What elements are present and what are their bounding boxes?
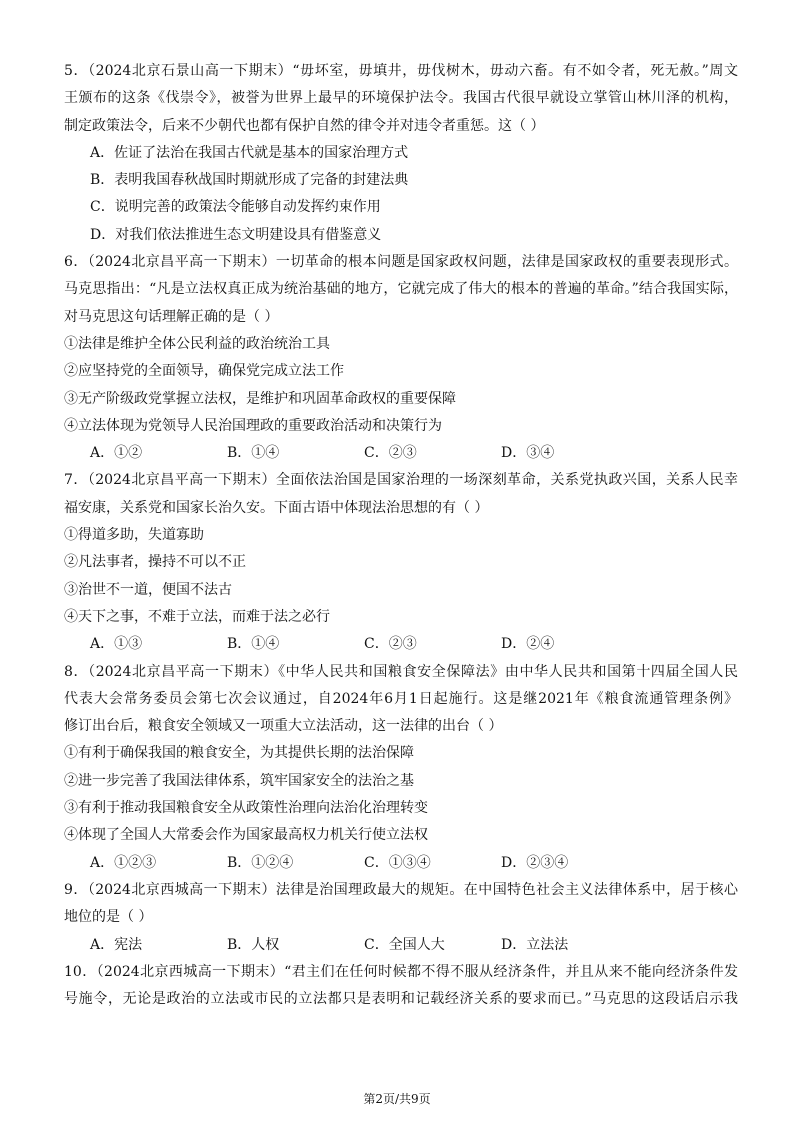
question-6-choice-a: A．①② [90,445,143,462]
question-8-choice-b: B．①②④ [227,854,294,871]
page-footer: 第2页/共9页 [363,1092,431,1106]
question-6-line-2: 马克思指出：“凡是立法权真正成为统治基础的地方，它就完成了伟大的根本的普遍的革命。”结合我国实际， [64,281,738,298]
question-5-line-3: 制定政策法令，后来不少朝代也都有保护自然的律令并对违令者重惩。这（ ） [64,117,545,134]
question-6-line-1: 6．（2024北京昌平高一下期末）一切革命的根本问题是国家政权问题，法律是国家政权的重要表现形式。 [64,254,738,271]
question-9-choice-d: D．立法法 [501,936,569,953]
question-5-line-1: 5．（2024北京石景山高一下期末）“毋坏室，毋填井，毋伐树木，毋动六畜。有不如令者，死无赦。”周文 [64,63,738,79]
question-8-statement-1: ①有利于确保我国的粮食安全，为其提供长期的法治保障 [64,745,414,762]
question-5-option-b: B．表明我国春秋战国时期就形成了完备的封建法典 [90,172,409,189]
page-content [64,58,738,1013]
question-9-choice-b: B．人权 [227,936,280,953]
question-5 [64,58,738,249]
question-7-choice-d: D．②④ [501,636,555,653]
question-6-statement-4: ④立法体现为党领导人民治国理政的重要政治活动和决策行为 [64,417,442,434]
question-7-choices [64,631,738,658]
question-8-statement-4: ④体现了全国人大常委会作为国家最高权力机关行使立法权 [64,827,428,844]
question-7-choice-c: C．②③ [364,636,417,653]
question-5-option-a: A．佐证了法治在我国古代就是基本的国家治理方式 [90,144,409,161]
question-5-option-d: D．对我们依法推进生态文明建设具有借鉴意义 [90,226,382,243]
question-8-choice-a: A．①②③ [90,854,157,871]
question-7-statement-2: ②凡法事者，操持不可以不正 [64,554,246,571]
question-5-line-2: 王颁布的这条《伐崇令》，被誉为世界上最早的环境保护法令。我国古代很早就设立掌管山林川泽的机构， [64,90,738,107]
question-6-choices [64,440,738,467]
question-9-line-2: 地位的是（ ） [64,909,153,926]
question-7-line-2: 福安康，关系党和国家长治久安。下面古语中体现法治思想的有（ ） [64,499,489,516]
question-9-choices [64,932,738,959]
question-9-line-1: 9．（2024北京西城高一下期末）法律是治国理政最大的规矩。在中国特色社会主义法律体系中，居于核心 [64,881,738,898]
question-6-choice-c: C．②③ [364,445,417,462]
question-7-line-1: 7．（2024北京昌平高一下期末）全面依法治国是国家治理的一场深刻革命，关系党执政兴国，关系人民幸 [64,472,738,489]
question-7-choice-b: B．①④ [227,636,280,653]
question-8-choice-d: D．②③④ [501,854,569,871]
question-8 [64,659,738,877]
question-10-line-1: 10．（2024北京西城高一下期末）“君主们在任何时候都不得不服从经济条件，并且从来不能向经济条件发 [64,963,738,980]
question-8-statement-2: ②进一步完善了我国法律体系，筑牢国家安全的法治之基 [64,772,414,789]
question-6-statement-1: ①法律是维护全体公民利益的政治统治工具 [64,335,330,352]
question-6-statement-3: ③无产阶级政党掌握立法权，是维护和巩固革命政权的重要保障 [64,390,456,407]
question-7-choice-a: A．①③ [90,636,143,653]
question-7-statement-4: ④天下之事，不难于立法，而难于法之必行 [64,608,330,625]
question-10-line-2: 号施令，无论是政治的立法或市民的立法都只是表明和记载经济关系的要求而已。”马克思的这段话启示我 [64,991,738,1008]
question-8-choices [64,850,738,877]
question-8-statement-3: ③有利于推动我国粮食安全从政策性治理向法治化治理转变 [64,800,428,817]
question-6-choice-b: B．①④ [227,445,280,462]
question-8-line-3: 修订出台后，粮食安全领域又一项重大立法活动，这一法律的出台（ ） [64,718,503,735]
question-6-choice-d: D．③④ [501,445,555,462]
question-8-choice-c: C．①③④ [364,854,431,871]
question-8-line-1: 8．（2024北京昌平高一下期末）《中华人民共和国粮食安全保障法》由中华人民共和国第十四届全国人民 [64,663,738,680]
question-9-choice-c: C．全国人大 [364,936,445,953]
question-10 [64,959,738,1014]
question-9-choice-a: A．宪法 [90,936,143,953]
question-6 [64,249,738,467]
question-7-statement-3: ③治世不一道，便国不法古 [64,581,232,598]
question-8-line-2: 代表大会常务委员会第七次会议通过，自2024年6月1日起施行。这是继2021年《粮食流通管理条例》 [64,690,738,707]
question-7 [64,467,738,658]
question-6-line-3: 对马克思这句话理解正确的是（ ） [64,308,279,325]
question-7-statement-1: ①得道多助，失道寡助 [64,527,204,544]
question-5-option-c: C．说明完善的政策法令能够自动发挥约束作用 [90,199,381,216]
question-9 [64,877,738,959]
question-6-statement-2: ②应坚持党的全面领导，确保党完成立法工作 [64,363,344,380]
